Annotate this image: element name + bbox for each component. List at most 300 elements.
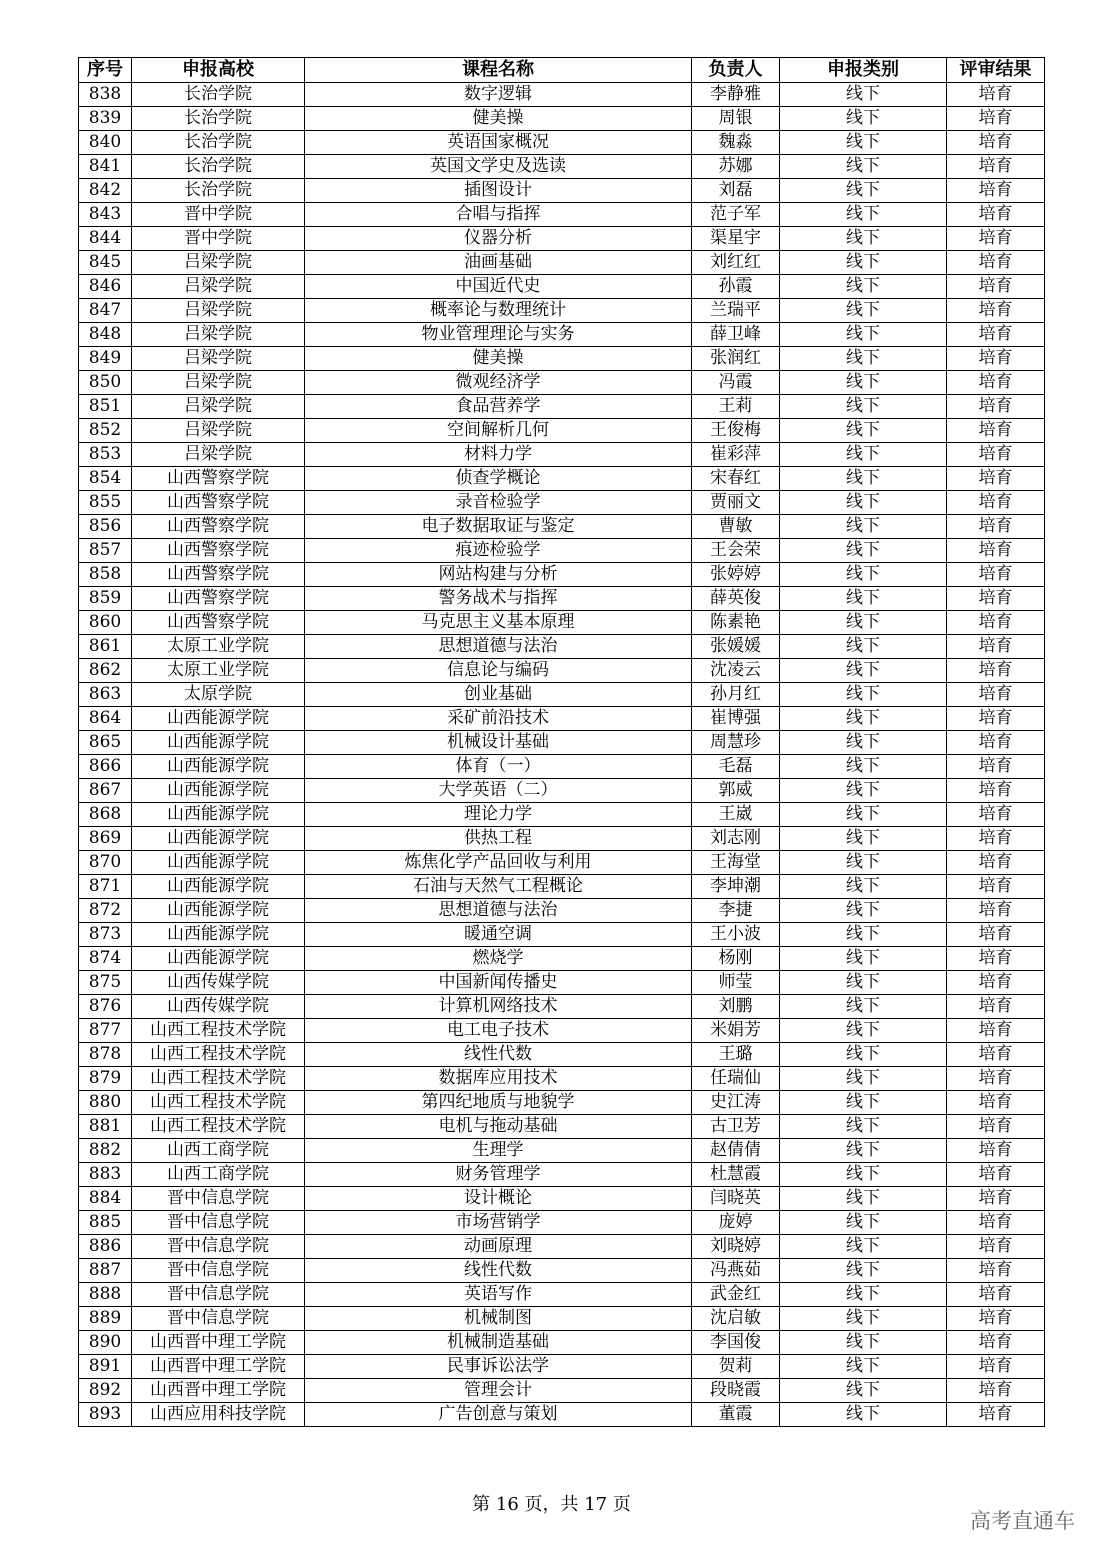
- university-cell: 山西晋中理工学院: [132, 1331, 305, 1355]
- course-name-cell: 体育（一）: [305, 755, 692, 779]
- result-cell: 培育: [947, 803, 1045, 827]
- course-name-cell: 理论力学: [305, 803, 692, 827]
- leader-cell: 王璐: [692, 1043, 780, 1067]
- category-cell: 线下: [780, 803, 947, 827]
- result-cell: 培育: [947, 323, 1045, 347]
- index-cell: 885: [79, 1211, 132, 1235]
- category-cell: 线下: [780, 1307, 947, 1331]
- result-cell: 培育: [947, 155, 1045, 179]
- table-row: [79, 227, 1045, 251]
- university-cell: 山西传媒学院: [132, 995, 305, 1019]
- table-row: [79, 1019, 1045, 1043]
- result-cell: 培育: [947, 683, 1045, 707]
- index-cell: 862: [79, 659, 132, 683]
- category-cell: 线下: [780, 947, 947, 971]
- result-cell: 培育: [947, 347, 1045, 371]
- index-cell: 884: [79, 1187, 132, 1211]
- leader-cell: 王小波: [692, 923, 780, 947]
- result-cell: 培育: [947, 587, 1045, 611]
- header-index: 序号: [79, 58, 132, 83]
- table-row: [79, 707, 1045, 731]
- result-cell: 培育: [947, 1283, 1045, 1307]
- course-name-cell: 数字逻辑: [305, 83, 692, 107]
- course-name-cell: 暖通空调: [305, 923, 692, 947]
- leader-cell: 史江涛: [692, 1091, 780, 1115]
- result-cell: 培育: [947, 1043, 1045, 1067]
- university-cell: 山西能源学院: [132, 851, 305, 875]
- course-name-cell: 油画基础: [305, 251, 692, 275]
- course-name-cell: 石油与天然气工程概论: [305, 875, 692, 899]
- result-cell: 培育: [947, 1067, 1045, 1091]
- university-cell: 晋中信息学院: [132, 1211, 305, 1235]
- university-cell: 长治学院: [132, 131, 305, 155]
- category-cell: 线下: [780, 851, 947, 875]
- index-cell: 875: [79, 971, 132, 995]
- header-leader: 负责人: [692, 58, 780, 83]
- university-cell: 山西能源学院: [132, 827, 305, 851]
- university-cell: 吕梁学院: [132, 347, 305, 371]
- leader-cell: 贾丽文: [692, 491, 780, 515]
- leader-cell: 刘磊: [692, 179, 780, 203]
- result-cell: 培育: [947, 131, 1045, 155]
- index-cell: 847: [79, 299, 132, 323]
- table-row: [79, 1331, 1045, 1355]
- university-cell: 山西能源学院: [132, 731, 305, 755]
- university-cell: 山西工程技术学院: [132, 1115, 305, 1139]
- leader-cell: 庞婷: [692, 1211, 780, 1235]
- table-row: [79, 1307, 1045, 1331]
- table-row: [79, 443, 1045, 467]
- leader-cell: 米娟芳: [692, 1019, 780, 1043]
- category-cell: 线下: [780, 971, 947, 995]
- index-cell: 881: [79, 1115, 132, 1139]
- university-cell: 山西应用科技学院: [132, 1403, 305, 1427]
- leader-cell: 魏淼: [692, 131, 780, 155]
- leader-cell: 冯燕茹: [692, 1259, 780, 1283]
- index-cell: 887: [79, 1259, 132, 1283]
- category-cell: 线下: [780, 83, 947, 107]
- leader-cell: 师莹: [692, 971, 780, 995]
- university-cell: 吕梁学院: [132, 299, 305, 323]
- course-name-cell: 数据库应用技术: [305, 1067, 692, 1091]
- category-cell: 线下: [780, 1091, 947, 1115]
- result-cell: 培育: [947, 203, 1045, 227]
- university-cell: 山西工商学院: [132, 1163, 305, 1187]
- university-cell: 山西能源学院: [132, 707, 305, 731]
- category-cell: 线下: [780, 467, 947, 491]
- table-row: [79, 995, 1045, 1019]
- course-name-cell: 采矿前沿技术: [305, 707, 692, 731]
- table-row: [79, 755, 1045, 779]
- result-cell: 培育: [947, 563, 1045, 587]
- header-university: 申报高校: [132, 58, 305, 83]
- university-cell: 山西警察学院: [132, 563, 305, 587]
- university-cell: 山西能源学院: [132, 803, 305, 827]
- university-cell: 山西能源学院: [132, 755, 305, 779]
- university-cell: 吕梁学院: [132, 419, 305, 443]
- course-name-cell: 微观经济学: [305, 371, 692, 395]
- category-cell: 线下: [780, 1379, 947, 1403]
- result-cell: 培育: [947, 1355, 1045, 1379]
- leader-cell: 苏娜: [692, 155, 780, 179]
- university-cell: 山西警察学院: [132, 539, 305, 563]
- course-name-cell: 财务管理学: [305, 1163, 692, 1187]
- course-name-cell: 食品营养学: [305, 395, 692, 419]
- index-cell: 867: [79, 779, 132, 803]
- category-cell: 线下: [780, 1187, 947, 1211]
- university-cell: 长治学院: [132, 155, 305, 179]
- course-table: [78, 57, 1045, 1427]
- university-cell: 晋中信息学院: [132, 1283, 305, 1307]
- course-name-cell: 线性代数: [305, 1259, 692, 1283]
- index-cell: 886: [79, 1235, 132, 1259]
- course-name-cell: 英语国家概况: [305, 131, 692, 155]
- course-name-cell: 市场营销学: [305, 1211, 692, 1235]
- course-name-cell: 材料力学: [305, 443, 692, 467]
- leader-cell: 周慧珍: [692, 731, 780, 755]
- university-cell: 山西警察学院: [132, 515, 305, 539]
- category-cell: 线下: [780, 1139, 947, 1163]
- result-cell: 培育: [947, 1139, 1045, 1163]
- table-row: [79, 611, 1045, 635]
- table-row: [79, 347, 1045, 371]
- course-name-cell: 计算机网络技术: [305, 995, 692, 1019]
- result-cell: 培育: [947, 251, 1045, 275]
- leader-cell: 沈启敏: [692, 1307, 780, 1331]
- index-cell: 839: [79, 107, 132, 131]
- course-name-cell: 电工电子技术: [305, 1019, 692, 1043]
- header-course-name: 课程名称: [305, 58, 692, 83]
- category-cell: 线下: [780, 899, 947, 923]
- leader-cell: 刘晓婷: [692, 1235, 780, 1259]
- course-name-cell: 概率论与数理统计: [305, 299, 692, 323]
- watermark: 高考直通车: [970, 1509, 1075, 1533]
- index-cell: 879: [79, 1067, 132, 1091]
- leader-cell: 陈素艳: [692, 611, 780, 635]
- table-row: [79, 659, 1045, 683]
- header-row: [79, 58, 1045, 83]
- table-row: [79, 1187, 1045, 1211]
- university-cell: 吕梁学院: [132, 395, 305, 419]
- index-cell: 855: [79, 491, 132, 515]
- course-name-cell: 大学英语（二）: [305, 779, 692, 803]
- index-cell: 861: [79, 635, 132, 659]
- leader-cell: 王俊梅: [692, 419, 780, 443]
- category-cell: 线下: [780, 1331, 947, 1355]
- table-row: [79, 875, 1045, 899]
- result-cell: 培育: [947, 707, 1045, 731]
- university-cell: 吕梁学院: [132, 323, 305, 347]
- course-name-cell: 插图设计: [305, 179, 692, 203]
- table-row: [79, 491, 1045, 515]
- table-row: [79, 179, 1045, 203]
- table-row: [79, 803, 1045, 827]
- table-row: [79, 275, 1045, 299]
- index-cell: 841: [79, 155, 132, 179]
- table-row: [79, 971, 1045, 995]
- result-cell: 培育: [947, 1307, 1045, 1331]
- leader-cell: 李国俊: [692, 1331, 780, 1355]
- university-cell: 山西工程技术学院: [132, 1043, 305, 1067]
- leader-cell: 孙霞: [692, 275, 780, 299]
- table-row: [79, 155, 1045, 179]
- table-row: [79, 1067, 1045, 1091]
- course-name-cell: 机械制图: [305, 1307, 692, 1331]
- course-name-cell: 网站构建与分析: [305, 563, 692, 587]
- leader-cell: 古卫芳: [692, 1115, 780, 1139]
- result-cell: 培育: [947, 1019, 1045, 1043]
- university-cell: 晋中信息学院: [132, 1235, 305, 1259]
- course-name-cell: 第四纪地质与地貌学: [305, 1091, 692, 1115]
- leader-cell: 张媛媛: [692, 635, 780, 659]
- table-row: [79, 923, 1045, 947]
- result-cell: 培育: [947, 971, 1045, 995]
- leader-cell: 孙月红: [692, 683, 780, 707]
- university-cell: 山西工程技术学院: [132, 1067, 305, 1091]
- category-cell: 线下: [780, 683, 947, 707]
- category-cell: 线下: [780, 1283, 947, 1307]
- university-cell: 山西能源学院: [132, 875, 305, 899]
- category-cell: 线下: [780, 827, 947, 851]
- course-name-cell: 中国近代史: [305, 275, 692, 299]
- category-cell: 线下: [780, 539, 947, 563]
- course-name-cell: 民事诉讼法学: [305, 1355, 692, 1379]
- university-cell: 吕梁学院: [132, 371, 305, 395]
- table-row: [79, 635, 1045, 659]
- index-cell: 890: [79, 1331, 132, 1355]
- leader-cell: 李静雅: [692, 83, 780, 107]
- index-cell: 868: [79, 803, 132, 827]
- category-cell: 线下: [780, 611, 947, 635]
- leader-cell: 张婷婷: [692, 563, 780, 587]
- university-cell: 山西传媒学院: [132, 971, 305, 995]
- result-cell: 培育: [947, 899, 1045, 923]
- category-cell: 线下: [780, 587, 947, 611]
- leader-cell: 薛英俊: [692, 587, 780, 611]
- index-cell: 858: [79, 563, 132, 587]
- result-cell: 培育: [947, 1091, 1045, 1115]
- leader-cell: 宋春红: [692, 467, 780, 491]
- category-cell: 线下: [780, 1235, 947, 1259]
- leader-cell: 杨刚: [692, 947, 780, 971]
- category-cell: 线下: [780, 779, 947, 803]
- result-cell: 培育: [947, 947, 1045, 971]
- category-cell: 线下: [780, 731, 947, 755]
- result-cell: 培育: [947, 539, 1045, 563]
- index-cell: 877: [79, 1019, 132, 1043]
- university-cell: 山西能源学院: [132, 923, 305, 947]
- table-row: [79, 851, 1045, 875]
- index-cell: 860: [79, 611, 132, 635]
- course-name-cell: 痕迹检验学: [305, 539, 692, 563]
- result-cell: 培育: [947, 875, 1045, 899]
- result-cell: 培育: [947, 1235, 1045, 1259]
- result-cell: 培育: [947, 1163, 1045, 1187]
- category-cell: 线下: [780, 755, 947, 779]
- course-name-cell: 创业基础: [305, 683, 692, 707]
- course-name-cell: 电机与拖动基础: [305, 1115, 692, 1139]
- course-name-cell: 警务战术与指挥: [305, 587, 692, 611]
- category-cell: 线下: [780, 227, 947, 251]
- table-row: [79, 1091, 1045, 1115]
- table-row: [79, 131, 1045, 155]
- leader-cell: 王崴: [692, 803, 780, 827]
- course-name-cell: 仪器分析: [305, 227, 692, 251]
- university-cell: 山西警察学院: [132, 587, 305, 611]
- result-cell: 培育: [947, 1211, 1045, 1235]
- leader-cell: 王会荣: [692, 539, 780, 563]
- leader-cell: 崔博强: [692, 707, 780, 731]
- leader-cell: 贺莉: [692, 1355, 780, 1379]
- university-cell: 太原学院: [132, 683, 305, 707]
- table-row: [79, 683, 1045, 707]
- index-cell: 844: [79, 227, 132, 251]
- table-row: [79, 1043, 1045, 1067]
- university-cell: 长治学院: [132, 83, 305, 107]
- table-row: [79, 1115, 1045, 1139]
- course-name-cell: 管理会计: [305, 1379, 692, 1403]
- category-cell: 线下: [780, 131, 947, 155]
- result-cell: 培育: [947, 1331, 1045, 1355]
- leader-cell: 张润红: [692, 347, 780, 371]
- course-name-cell: 健美操: [305, 347, 692, 371]
- university-cell: 吕梁学院: [132, 251, 305, 275]
- category-cell: 线下: [780, 179, 947, 203]
- university-cell: 太原工业学院: [132, 635, 305, 659]
- index-cell: 864: [79, 707, 132, 731]
- index-cell: 848: [79, 323, 132, 347]
- index-cell: 869: [79, 827, 132, 851]
- result-cell: 培育: [947, 659, 1045, 683]
- category-cell: 线下: [780, 275, 947, 299]
- result-cell: 培育: [947, 491, 1045, 515]
- table-row: [79, 563, 1045, 587]
- leader-cell: 曹敏: [692, 515, 780, 539]
- course-name-cell: 机械设计基础: [305, 731, 692, 755]
- table-row: [79, 779, 1045, 803]
- university-cell: 晋中信息学院: [132, 1187, 305, 1211]
- course-name-cell: 物业管理理论与实务: [305, 323, 692, 347]
- university-cell: 吕梁学院: [132, 275, 305, 299]
- leader-cell: 段晓霞: [692, 1379, 780, 1403]
- table-row: [79, 1235, 1045, 1259]
- result-cell: 培育: [947, 923, 1045, 947]
- category-cell: 线下: [780, 1355, 947, 1379]
- index-cell: 889: [79, 1307, 132, 1331]
- category-cell: 线下: [780, 707, 947, 731]
- table-row: [79, 827, 1045, 851]
- index-cell: 863: [79, 683, 132, 707]
- result-cell: 培育: [947, 419, 1045, 443]
- category-cell: 线下: [780, 203, 947, 227]
- index-cell: 872: [79, 899, 132, 923]
- result-cell: 培育: [947, 227, 1045, 251]
- university-cell: 山西能源学院: [132, 899, 305, 923]
- leader-cell: 刘红红: [692, 251, 780, 275]
- course-name-cell: 信息论与编码: [305, 659, 692, 683]
- category-cell: 线下: [780, 515, 947, 539]
- leader-cell: 李坤潮: [692, 875, 780, 899]
- table-row: [79, 1283, 1045, 1307]
- category-cell: 线下: [780, 251, 947, 275]
- leader-cell: 渠星宇: [692, 227, 780, 251]
- university-cell: 太原工业学院: [132, 659, 305, 683]
- leader-cell: 周银: [692, 107, 780, 131]
- table-row: [79, 251, 1045, 275]
- table-body: [79, 83, 1045, 1427]
- table-row: [79, 1259, 1045, 1283]
- index-cell: 853: [79, 443, 132, 467]
- university-cell: 山西警察学院: [132, 467, 305, 491]
- table-row: [79, 1211, 1045, 1235]
- leader-cell: 范子军: [692, 203, 780, 227]
- course-name-cell: 动画原理: [305, 1235, 692, 1259]
- index-cell: 852: [79, 419, 132, 443]
- course-name-cell: 机械制造基础: [305, 1331, 692, 1355]
- category-cell: 线下: [780, 1067, 947, 1091]
- leader-cell: 杜慧霞: [692, 1163, 780, 1187]
- course-name-cell: 广告创意与策划: [305, 1403, 692, 1427]
- leader-cell: 王莉: [692, 395, 780, 419]
- category-cell: 线下: [780, 659, 947, 683]
- university-cell: 山西能源学院: [132, 947, 305, 971]
- university-cell: 山西晋中理工学院: [132, 1355, 305, 1379]
- result-cell: 培育: [947, 179, 1045, 203]
- result-cell: 培育: [947, 1115, 1045, 1139]
- index-cell: 838: [79, 83, 132, 107]
- table-row: [79, 299, 1045, 323]
- leader-cell: 刘志刚: [692, 827, 780, 851]
- index-cell: 845: [79, 251, 132, 275]
- leader-cell: 任瑞仙: [692, 1067, 780, 1091]
- course-name-cell: 侦查学概论: [305, 467, 692, 491]
- course-name-cell: 电子数据取证与鉴定: [305, 515, 692, 539]
- index-cell: 882: [79, 1139, 132, 1163]
- category-cell: 线下: [780, 1211, 947, 1235]
- course-name-cell: 炼焦化学产品回收与利用: [305, 851, 692, 875]
- category-cell: 线下: [780, 419, 947, 443]
- header-category: 申报类别: [780, 58, 947, 83]
- course-name-cell: 空间解析几何: [305, 419, 692, 443]
- course-name-cell: 思想道德与法治: [305, 635, 692, 659]
- category-cell: 线下: [780, 395, 947, 419]
- table-row: [79, 899, 1045, 923]
- leader-cell: 王海堂: [692, 851, 780, 875]
- result-cell: 培育: [947, 1187, 1045, 1211]
- category-cell: 线下: [780, 299, 947, 323]
- table-row: [79, 1403, 1045, 1427]
- course-name-cell: 合唱与指挥: [305, 203, 692, 227]
- category-cell: 线下: [780, 1115, 947, 1139]
- course-name-cell: 思想道德与法治: [305, 899, 692, 923]
- table-row: [79, 947, 1045, 971]
- table-row: [79, 515, 1045, 539]
- university-cell: 长治学院: [132, 107, 305, 131]
- index-cell: 871: [79, 875, 132, 899]
- category-cell: 线下: [780, 347, 947, 371]
- index-cell: 874: [79, 947, 132, 971]
- leader-cell: 闫晓英: [692, 1187, 780, 1211]
- index-cell: 854: [79, 467, 132, 491]
- index-cell: 866: [79, 755, 132, 779]
- page-footer: 第 16 页，共 17 页: [472, 1494, 631, 1515]
- result-cell: 培育: [947, 83, 1045, 107]
- result-cell: 培育: [947, 1403, 1045, 1427]
- result-cell: 培育: [947, 107, 1045, 131]
- university-cell: 晋中信息学院: [132, 1259, 305, 1283]
- index-cell: 842: [79, 179, 132, 203]
- category-cell: 线下: [780, 875, 947, 899]
